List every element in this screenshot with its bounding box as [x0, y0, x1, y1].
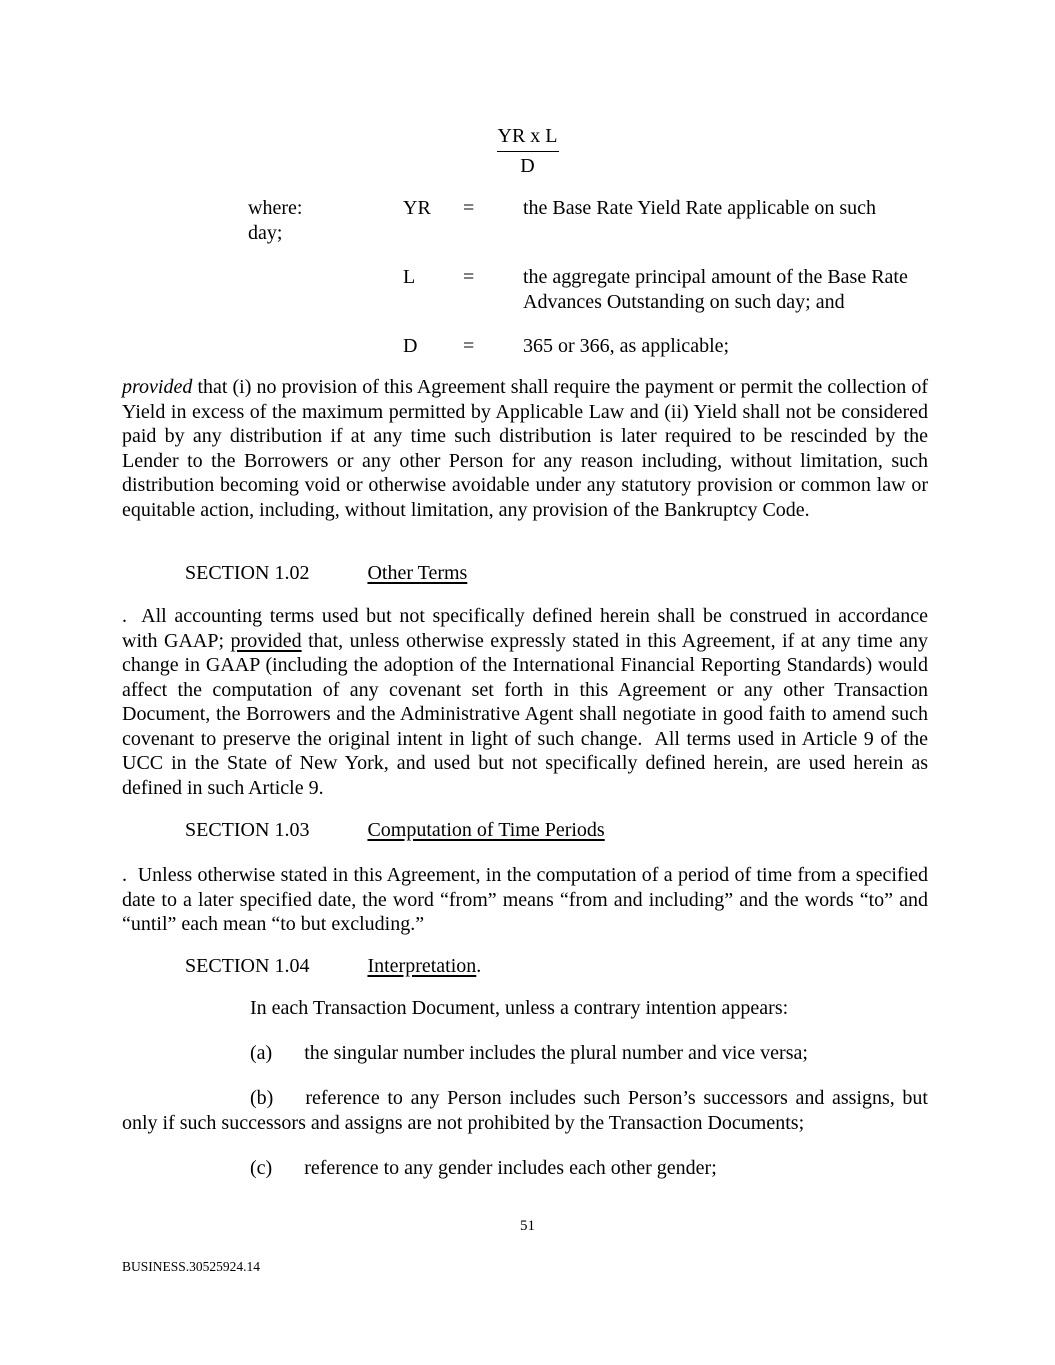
equals-sign: =: [463, 335, 475, 357]
section-title: Other Terms: [367, 562, 468, 584]
section-number: SECTION 1.03: [185, 819, 310, 841]
where-label: [248, 196, 403, 245]
proviso-paragraph: [122, 375, 928, 522]
fraction: [497, 124, 559, 178]
other-terms-paragraph: [122, 604, 928, 800]
other-terms-underlined: provided: [230, 629, 302, 652]
section-number: SECTION 1.04: [185, 955, 310, 977]
item-text: reference to any Person includes such Person’s successors and assigns, but only if such successors and assigns are not prohibited by the Transaction Documents;: [122, 1087, 928, 1134]
interpretation-item-b: [122, 1086, 928, 1135]
item-label: (c): [250, 1157, 273, 1179]
other-terms-part2: that, unless otherwise expressly stated in this Agreement, if at any time any change in GAAP (including the adoption of the International Financial Reporting Standards) would affect the computation of any covenant set forth in this Agreement or any other Transaction Document, the Borrowers and the Administrative Agent shall negotiate in good faith to amend such covenant to preserve the original intent in light of such change. All terms used in Article 9 of the UCC in the State of New York, and used but not specifically defined herein, are used herein as defined in such Article 9.: [122, 629, 928, 799]
interpretation-item-c: [122, 1156, 928, 1181]
variable-symbol: D: [403, 335, 418, 357]
interpretation-intro-text: In each Transaction Document, unless a contrary intention appears:: [250, 997, 789, 1019]
where-label: [248, 334, 403, 359]
yield-formula: [0, 124, 1055, 178]
item-label: (b): [250, 1087, 274, 1109]
variable-definition: the Base Rate Yield Rate applicable on such: [523, 197, 877, 219]
section-title: Interpretation: [367, 955, 477, 977]
where-row-yr: [248, 196, 928, 245]
item-text: the singular number includes the plural number and vice versa;: [304, 1042, 808, 1064]
where-row-l: [248, 265, 928, 314]
where-row-d: [248, 334, 928, 359]
where-label: [248, 265, 403, 314]
formula-numerator: YR x L: [497, 124, 559, 152]
variable-definition: 365 or 366, as applicable;: [523, 335, 730, 357]
document-id-footer: BUSINESS.30525924.14: [122, 1259, 261, 1274]
item-label: (a): [250, 1042, 273, 1064]
section-1-03-heading: [122, 818, 928, 843]
item-text: reference to any gender includes each other gender;: [304, 1157, 717, 1179]
interpretation-intro-paragraph: [122, 996, 928, 1021]
variable-symbol: L: [403, 266, 416, 288]
proviso-lead-italic: provided: [122, 376, 193, 398]
other-terms-part1: . All accounting terms used but not specifically defined herein shall be construed in accordance with GAAP;: [122, 605, 928, 652]
variable-symbol: YR: [403, 197, 431, 219]
section-title-suffix: .: [476, 955, 482, 977]
section-number: SECTION 1.02: [185, 562, 310, 584]
equals-sign: =: [463, 197, 475, 219]
where-intro-wrap: day;: [248, 221, 283, 244]
equals-sign: =: [463, 266, 475, 288]
formula-denominator: D: [520, 154, 535, 177]
page-number: 51: [520, 1218, 535, 1234]
section-1-04-heading: [122, 954, 928, 979]
section-1-02-heading: [122, 561, 928, 586]
interpretation-item-a: [122, 1041, 928, 1066]
where-intro: where:: [248, 197, 303, 219]
proviso-text: that (i) no provision of this Agreement shall require the payment or permit the collection of Yield in excess of the maximum permitted by Applicable Law and (ii) Yield shall not be considered paid by any distribution if at any time such distribution is later required to be rescinded by the Lender to the Borrowers or any other Person for any reason including, without limitation, such distribution becoming void or otherwise avoidable under any statutory provision or common law or equitable action, including, without limitation, any provision of the Bankruptcy Code.: [122, 376, 928, 521]
variable-definition: the aggregate principal amount of the Base Rate Advances Outstanding on such day; and: [523, 266, 908, 313]
time-periods-paragraph: . Unless otherwise stated in this Agreement, in the computation of a period of time from a specified date to a later specified date, the word “from” means “from and including” and the words “to” and “until” each mean “to but excluding.”: [122, 864, 928, 935]
section-title: Computation of Time Periods: [367, 819, 605, 841]
